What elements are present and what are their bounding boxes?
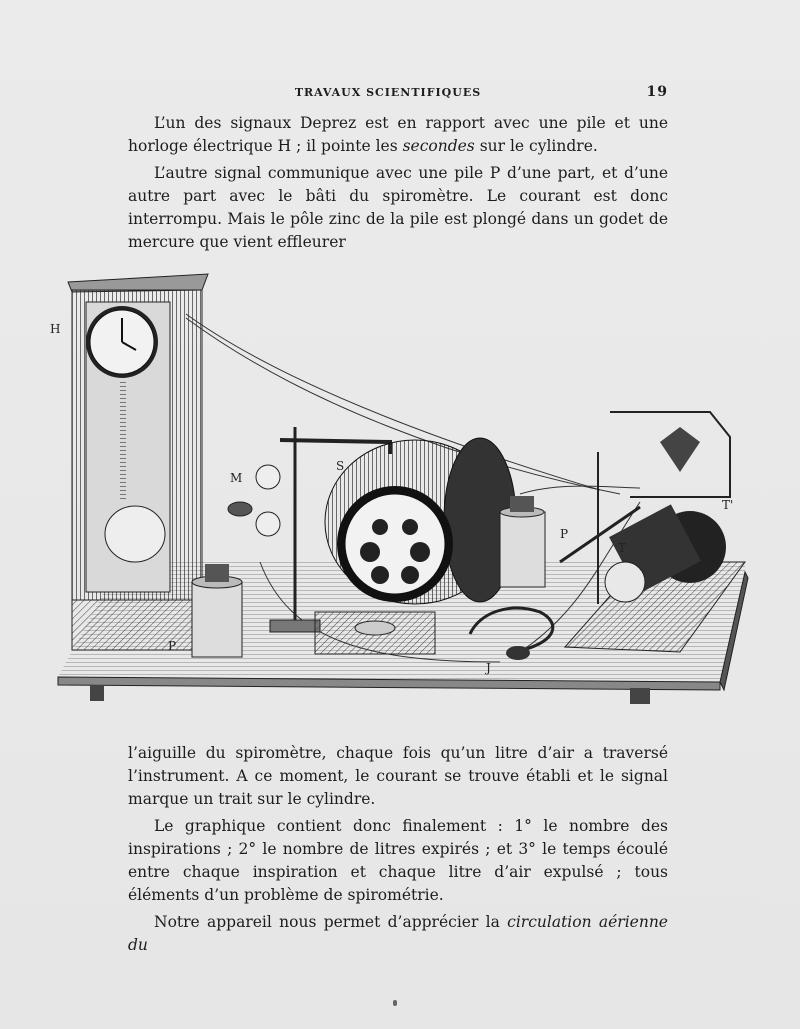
label-T-prime: T' bbox=[722, 498, 734, 512]
label-S: S bbox=[336, 459, 345, 473]
emphasis-text: circulation aérienne du bbox=[128, 913, 668, 954]
paragraph: Le graphique contient donc finalement : 1° le nombre des inspirations ; 2° le nombre de litres expirés ; et 3° le temps écoulé entre chaque inspiration et chaque litre d’air expulsé ; tous éléments d’un problème de spirométrie. bbox=[128, 817, 668, 904]
paragraph-text: sur le cylindre. bbox=[474, 137, 598, 155]
page-number: 19 bbox=[646, 84, 668, 100]
page-mark bbox=[393, 1000, 397, 1006]
battery-left bbox=[192, 564, 242, 657]
paragraph bbox=[128, 112, 668, 158]
label-T: T bbox=[618, 541, 627, 555]
paragraph: L’autre signal communique avec une pile P d’une part, et d’une autre part avec le bâti du spiromètre. Le courant est donc interrompu. Mais le pôle zinc de la pile est plongé dans un godet de mercure que vient effleurer bbox=[128, 164, 668, 251]
label-P-right: P bbox=[560, 527, 569, 541]
emphasis-text: secondes bbox=[402, 137, 475, 155]
paragraph bbox=[128, 911, 668, 957]
label-M: M bbox=[230, 471, 243, 485]
apparatus-engraving bbox=[40, 262, 760, 712]
paragraph-text: L’un des signaux Deprez est en rapport avec une pile et une horloge électrique H ; il pointe les bbox=[128, 114, 668, 155]
text-block-bottom bbox=[128, 742, 668, 961]
electric-clock bbox=[68, 274, 208, 650]
running-title: TRAVAUX SCIENTIFIQUES bbox=[294, 86, 482, 99]
label-P-left: P bbox=[168, 639, 177, 653]
paragraph-text: Notre appareil nous permet d’apprécier la bbox=[154, 913, 508, 931]
label-H: H bbox=[50, 322, 61, 336]
apparatus-illustration bbox=[40, 262, 760, 712]
label-J: J bbox=[486, 661, 491, 675]
text-block-top bbox=[128, 112, 668, 258]
battery-right bbox=[500, 496, 545, 587]
paragraph: l’aiguille du spiromètre, chaque fois qu’un litre d’air a traversé l’instrument. A ce moment, le courant se trouve établi et le signal marque un trait sur le cylindre. bbox=[128, 744, 668, 808]
